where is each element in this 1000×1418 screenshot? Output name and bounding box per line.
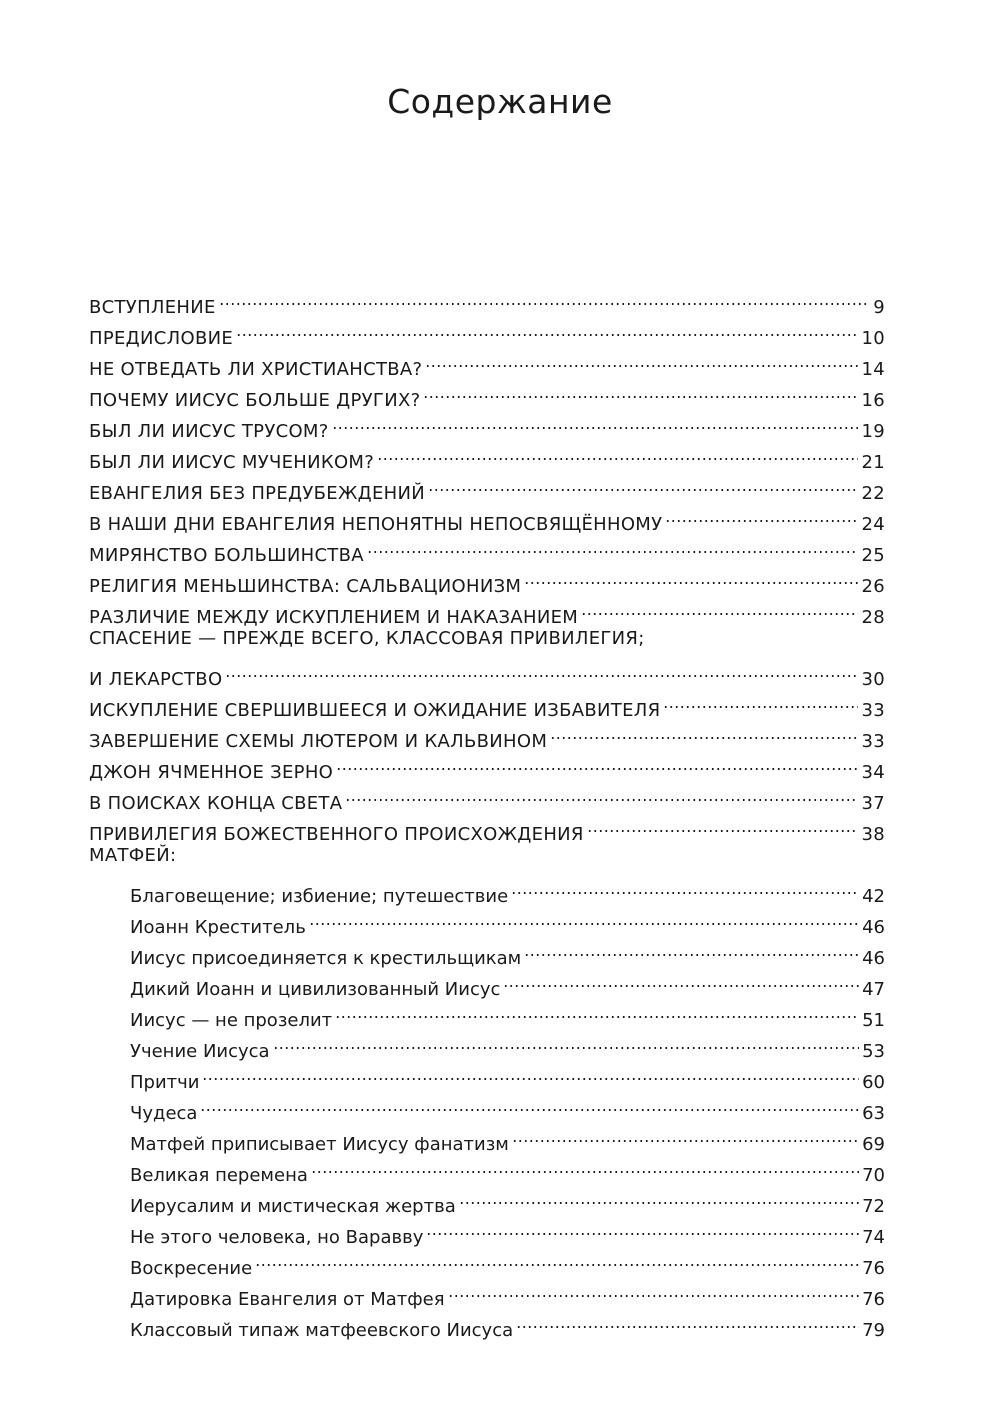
toc-entry-page-number: 47 xyxy=(862,979,885,1000)
toc-entry-page-number: 37 xyxy=(861,793,885,814)
toc-entry[interactable] xyxy=(89,623,885,654)
dot-leader xyxy=(311,1150,859,1181)
toc-entry-page-number: 19 xyxy=(861,421,885,442)
toc-entry-page-number: 69 xyxy=(862,1134,885,1155)
dot-leader xyxy=(425,344,858,375)
toc-entry-label: Иерусалим и мистическая жертва xyxy=(130,1196,456,1217)
dot-leader xyxy=(428,468,858,499)
dot-leader xyxy=(550,716,858,747)
toc-entry[interactable] xyxy=(89,282,885,318)
toc-entry-page-number: 38 xyxy=(861,824,885,845)
dot-leader xyxy=(663,685,858,716)
toc-entry-label: ДЖОН ЯЧМЕННОЕ ЗЕРНО xyxy=(89,762,334,783)
toc-entry-label: В НАШИ ДНИ ЕВАНГЕЛИЯ НЕПОНЯТНЫ НЕПОСВЯЩЁННОМУ xyxy=(89,514,663,535)
dot-leader xyxy=(581,592,858,623)
toc-subentry[interactable] xyxy=(89,871,885,907)
toc-entry-label: ПРЕДИСЛОВИЕ xyxy=(89,328,234,349)
toc-entry-label: РАЗЛИЧИЕ МЕЖДУ ИСКУПЛЕНИЕМ И НАКАЗАНИЕМ xyxy=(89,607,579,628)
dot-leader xyxy=(200,1088,859,1119)
dot-leader xyxy=(255,1243,859,1274)
toc-entry-label: МИРЯНСТВО БОЛЬШИНСТВА xyxy=(89,545,364,566)
dot-leader xyxy=(587,809,859,840)
dot-leader xyxy=(426,1212,859,1243)
toc-entry-label: Учение Иисуса xyxy=(130,1041,270,1062)
toc-entry-page-number: 76 xyxy=(862,1289,885,1310)
toc-entry-label: РЕЛИГИЯ МЕНЬШИНСТВА: САЛЬВАЦИОНИЗМ xyxy=(89,576,522,597)
dot-leader xyxy=(367,530,859,561)
toc-entry-page-number: 14 xyxy=(861,359,885,380)
toc-entry-page-number: 34 xyxy=(861,762,885,783)
toc-entry-label: Чудеса xyxy=(130,1103,198,1124)
toc-entry-page-number: 53 xyxy=(862,1041,885,1062)
page-title: Содержание xyxy=(387,82,613,121)
toc-entry-label: ПРИВИЛЕГИЯ БОЖЕСТВЕННОГО ПРОИСХОЖДЕНИЯ xyxy=(89,824,584,845)
toc-entry-page-number: 63 xyxy=(862,1103,885,1124)
toc-entry-label: ЕВАНГЕЛИЯ БЕЗ ПРЕДУБЕЖДЕНИЙ xyxy=(89,483,426,504)
toc-entry-label: Иисус — не прозелит xyxy=(130,1010,333,1031)
dot-leader xyxy=(336,747,858,778)
toc-entry-label: ИСКУПЛЕНИЕ СВЕРШИВШЕЕСЯ И ОЖИДАНИЕ ИЗБАВИТЕЛЯ xyxy=(89,700,661,721)
toc-entry-label: БЫЛ ЛИ ИИСУС МУЧЕНИКОМ? xyxy=(89,452,375,473)
toc-entry-page-number: 33 xyxy=(861,700,885,721)
dot-leader xyxy=(459,1181,859,1212)
toc-subentry[interactable] xyxy=(89,1119,885,1155)
dot-leader xyxy=(202,1057,859,1088)
toc-entry-label: Матфей приписывает Иисусу фанатизм xyxy=(130,1134,509,1155)
toc-entry-page-number: 51 xyxy=(862,1010,885,1031)
toc-entry-page-number: 70 xyxy=(862,1165,885,1186)
dot-leader xyxy=(335,995,859,1026)
dot-leader xyxy=(236,313,858,344)
toc-entry-label: БЫЛ ЛИ ИИСУС ТРУСОМ? xyxy=(89,421,329,442)
toc-entry-label: Иисус присоединяется к крестильщикам xyxy=(130,948,522,969)
toc-entry-label: Благовещение; избиение; путешествие xyxy=(130,886,509,907)
toc-subentry[interactable] xyxy=(89,1088,885,1124)
toc-subentry[interactable] xyxy=(89,1057,885,1093)
toc-entry-label: Классовый типаж матфеевского Иисуса xyxy=(130,1320,514,1341)
toc-entry-label: Иоанн Креститель xyxy=(130,917,306,938)
toc-entry-page-number: 30 xyxy=(861,669,885,690)
dot-leader xyxy=(377,437,858,468)
toc-entry-label: Притчи xyxy=(130,1072,200,1093)
toc-entry-page-number: 22 xyxy=(861,483,885,504)
toc-entry-page-number: 72 xyxy=(862,1196,885,1217)
toc-entry-label: Воскресение xyxy=(130,1258,253,1279)
dot-leader xyxy=(219,282,871,313)
toc-entry-label: И ЛЕКАРСТВО xyxy=(89,669,223,690)
dot-leader xyxy=(423,375,858,406)
toc-entry-page-number: 28 xyxy=(861,607,885,628)
dot-leader xyxy=(516,1305,859,1336)
toc-entry-page-number: 42 xyxy=(862,886,885,907)
dot-leader xyxy=(511,871,859,902)
toc-entry-label: Датировка Евангелия от Матфея xyxy=(130,1289,445,1310)
toc-entry-page-number: 25 xyxy=(861,545,885,566)
toc-entry-label: НЕ ОТВЕДАТЬ ЛИ ХРИСТИАНСТВА? xyxy=(89,359,423,380)
dot-leader xyxy=(665,499,858,530)
dot-leader xyxy=(503,964,859,995)
dot-leader xyxy=(524,561,858,592)
toc-entry-page-number: 9 xyxy=(873,297,885,318)
dot-leader xyxy=(332,406,859,437)
toc-entry-label: Не этого человека, но Варавву xyxy=(130,1227,424,1248)
toc-entry-label: Дикий Иоанн и цивилизованный Иисус xyxy=(130,979,501,1000)
toc-entry-page-number: 74 xyxy=(862,1227,885,1248)
toc-entry-page-number: 46 xyxy=(862,948,885,969)
toc-entry[interactable] xyxy=(89,654,885,690)
dot-leader xyxy=(309,902,859,933)
toc-entry-label: ЗАВЕРШЕНИЕ СХЕМЫ ЛЮТЕРОМ И КАЛЬВИНОМ xyxy=(89,731,548,752)
toc-entry-page-number: 33 xyxy=(861,731,885,752)
dot-leader xyxy=(225,654,858,685)
toc-entry-page-number: 46 xyxy=(862,917,885,938)
toc-entry-page-number: 10 xyxy=(861,328,885,349)
toc-entry-label: Великая перемена xyxy=(130,1165,308,1186)
toc-entry-page-number: 24 xyxy=(861,514,885,535)
toc-entry-page-number: 21 xyxy=(861,452,885,473)
toc-entry-page-number: 60 xyxy=(862,1072,885,1093)
toc-entry-label: ПОЧЕМУ ИИСУС БОЛЬШЕ ДРУГИХ? xyxy=(89,390,421,411)
dot-leader xyxy=(512,1119,859,1150)
toc-entry-page-number: 79 xyxy=(862,1320,885,1341)
toc-entry-label: ВСТУПЛЕНИЕ xyxy=(89,297,216,318)
toc-entry-label: МАТФЕЙ: xyxy=(89,845,177,866)
dot-leader xyxy=(273,1026,860,1057)
toc-entry-label: В ПОИСКАХ КОНЦА СВЕТА xyxy=(89,793,343,814)
toc-entry-label: СПАСЕНИЕ — ПРЕЖДЕ ВСЕГО, КЛАССОВАЯ ПРИВИЛЕГИЯ; xyxy=(89,628,645,649)
dot-leader xyxy=(524,933,859,964)
table-of-contents xyxy=(89,282,885,1341)
toc-entry-page-number: 26 xyxy=(861,576,885,597)
dot-leader xyxy=(448,1274,860,1305)
toc-entry-page-number: 16 xyxy=(861,390,885,411)
dot-leader xyxy=(345,778,858,809)
toc-entry-page-number: 76 xyxy=(862,1258,885,1279)
